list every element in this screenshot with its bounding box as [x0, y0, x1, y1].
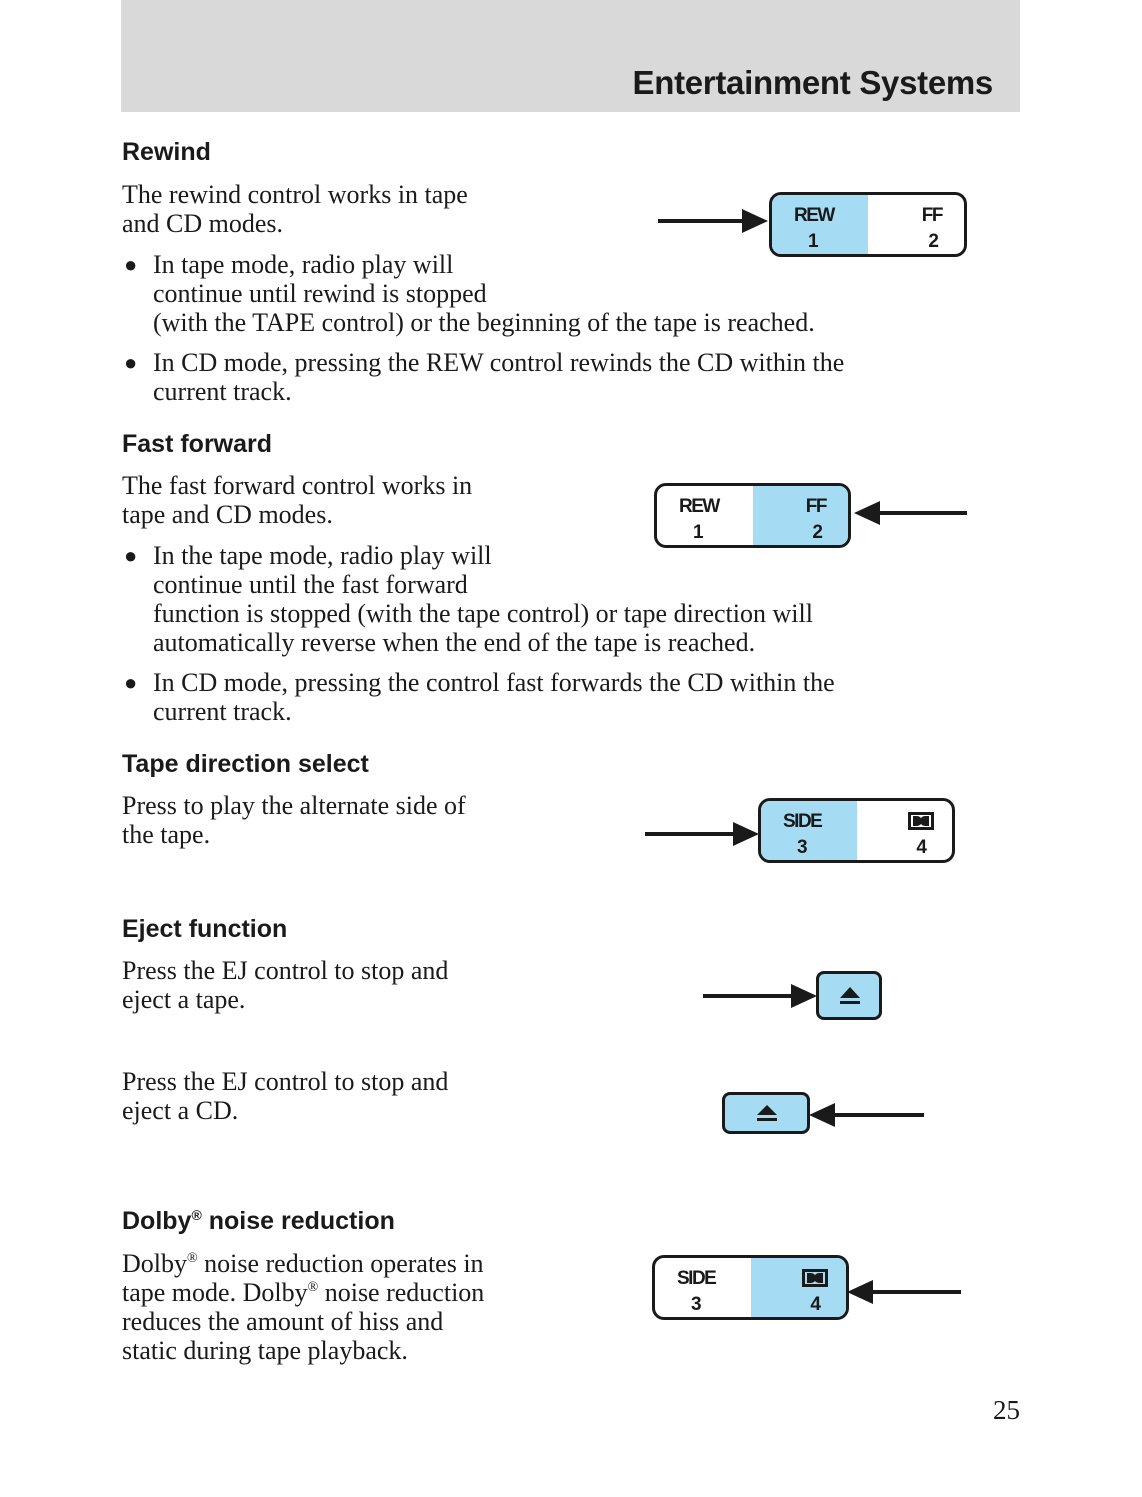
side-label: SIDE: [677, 1268, 716, 1289]
ff-intro-line: The fast forward control works in: [122, 471, 473, 500]
dolby-button[interactable]: [857, 801, 953, 860]
dolby-number: 4: [916, 837, 927, 858]
pointer-arrow-icon: [645, 819, 761, 849]
list-item: [122, 668, 835, 726]
ff-label: FF: [805, 496, 826, 517]
eject-tape-text: [122, 956, 448, 1014]
bullet-line: (with the TAPE control) or the beginning of the tape is reached.: [153, 308, 815, 337]
side-dolby-button-panel: [652, 1255, 849, 1320]
dolby-text-part: noise reduction operates in: [197, 1249, 484, 1278]
bullet-icon: ●: [124, 670, 138, 695]
bullet-line: continue until rewind is stopped: [153, 279, 487, 308]
dolby-text-part: noise reduction: [318, 1278, 485, 1307]
dolby-text: [122, 1249, 484, 1365]
dolby-text-line: reduces the amount of hiss and: [122, 1307, 444, 1336]
side-label: SIDE: [783, 811, 822, 832]
ff-button[interactable]: [868, 195, 964, 254]
eject-cd-button[interactable]: [722, 1092, 810, 1134]
rew-button[interactable]: [657, 486, 753, 545]
bullet-icon: ●: [124, 543, 138, 568]
eject-tape-line: eject a tape.: [122, 985, 246, 1014]
side-button[interactable]: [655, 1258, 751, 1317]
bullet-line: In the tape mode, radio play will: [153, 541, 492, 570]
dolby-text-line: static during tape playback.: [122, 1336, 408, 1365]
bullet-line: automatically reverse when the end of the tape is reached.: [153, 628, 756, 657]
pointer-arrow-icon: [658, 206, 770, 236]
tape-direction-text: [122, 791, 466, 849]
rew-ff-button-panel: [769, 192, 967, 257]
dolby-number: 4: [810, 1294, 821, 1315]
registered-mark: ®: [307, 1280, 319, 1295]
rewind-intro: [122, 180, 468, 238]
dolby-text-part: Dolby: [122, 1249, 187, 1278]
dolby-heading-word: Dolby: [122, 1207, 192, 1235]
registered-mark: ®: [191, 1207, 202, 1223]
ff-intro-line: tape and CD modes.: [122, 500, 333, 529]
registered-mark: ®: [187, 1251, 198, 1266]
page-number: 25: [993, 1395, 1020, 1425]
header-band: [121, 0, 1020, 112]
eject-cd-line: Press the EJ control to stop and: [122, 1067, 449, 1096]
tape-direction-heading: Tape direction select: [122, 750, 369, 778]
rew-label: REW: [679, 496, 719, 517]
rew-number: 1: [693, 522, 704, 543]
tape-direction-line: Press to play the alternate side of: [122, 791, 466, 820]
eject-cd-text: [122, 1067, 448, 1125]
pointer-arrow-icon: [807, 1100, 925, 1130]
list-item: [122, 541, 813, 657]
list-item: [122, 348, 844, 406]
tape-direction-line: the tape.: [122, 820, 211, 849]
bullet-line: In CD mode, pressing the control fast forwards the CD within the: [153, 668, 835, 697]
side-number: 3: [691, 1294, 702, 1315]
side-dolby-button-panel: [758, 798, 955, 863]
side-number: 3: [797, 837, 808, 858]
bullet-line: current track.: [153, 697, 292, 726]
bullet-line: function is stopped (with the tape control) or tape direction will: [153, 599, 813, 628]
eject-icon: [756, 1104, 778, 1124]
page-section-title: Entertainment Systems: [632, 64, 993, 101]
ff-number: 2: [928, 231, 939, 252]
fast-forward-intro: [122, 471, 472, 529]
pointer-arrow-icon: [845, 1277, 963, 1307]
ff-number: 2: [812, 522, 823, 543]
dolby-icon: [802, 1269, 828, 1287]
dolby-heading: [122, 1207, 395, 1236]
rew-label: REW: [794, 205, 834, 226]
eject-icon: [839, 986, 861, 1006]
rew-number: 1: [808, 231, 819, 252]
rew-ff-button-panel: [654, 483, 851, 548]
rew-button[interactable]: [772, 195, 868, 254]
bullet-line: In tape mode, radio play will: [153, 250, 454, 279]
bullet-line: In CD mode, pressing the REW control rewinds the CD within the: [153, 348, 845, 377]
fast-forward-heading: Fast forward: [122, 430, 273, 458]
dolby-heading-rest: noise reduction: [201, 1207, 395, 1235]
pointer-arrow-icon: [703, 981, 819, 1011]
bullet-line: current track.: [153, 377, 292, 406]
eject-cd-line: eject a CD.: [122, 1096, 239, 1125]
side-button[interactable]: [761, 801, 857, 860]
bullet-icon: ●: [124, 252, 138, 277]
eject-tape-button[interactable]: [816, 971, 882, 1020]
eject-heading: Eject function: [122, 915, 288, 943]
rewind-intro-line: and CD modes.: [122, 209, 284, 238]
pointer-arrow-icon: [852, 498, 968, 528]
dolby-button[interactable]: [751, 1258, 847, 1317]
rewind-heading: Rewind: [122, 138, 211, 166]
ff-button[interactable]: [753, 486, 849, 545]
dolby-text-part: tape mode. Dolby: [122, 1278, 308, 1307]
dolby-icon: [908, 812, 934, 830]
bullet-icon: ●: [124, 350, 138, 375]
list-item: [122, 250, 815, 337]
bullet-line: continue until the fast forward: [153, 570, 468, 599]
ff-label: FF: [921, 205, 942, 226]
eject-tape-line: Press the EJ control to stop and: [122, 956, 449, 985]
rewind-intro-line: The rewind control works in tape: [122, 180, 468, 209]
